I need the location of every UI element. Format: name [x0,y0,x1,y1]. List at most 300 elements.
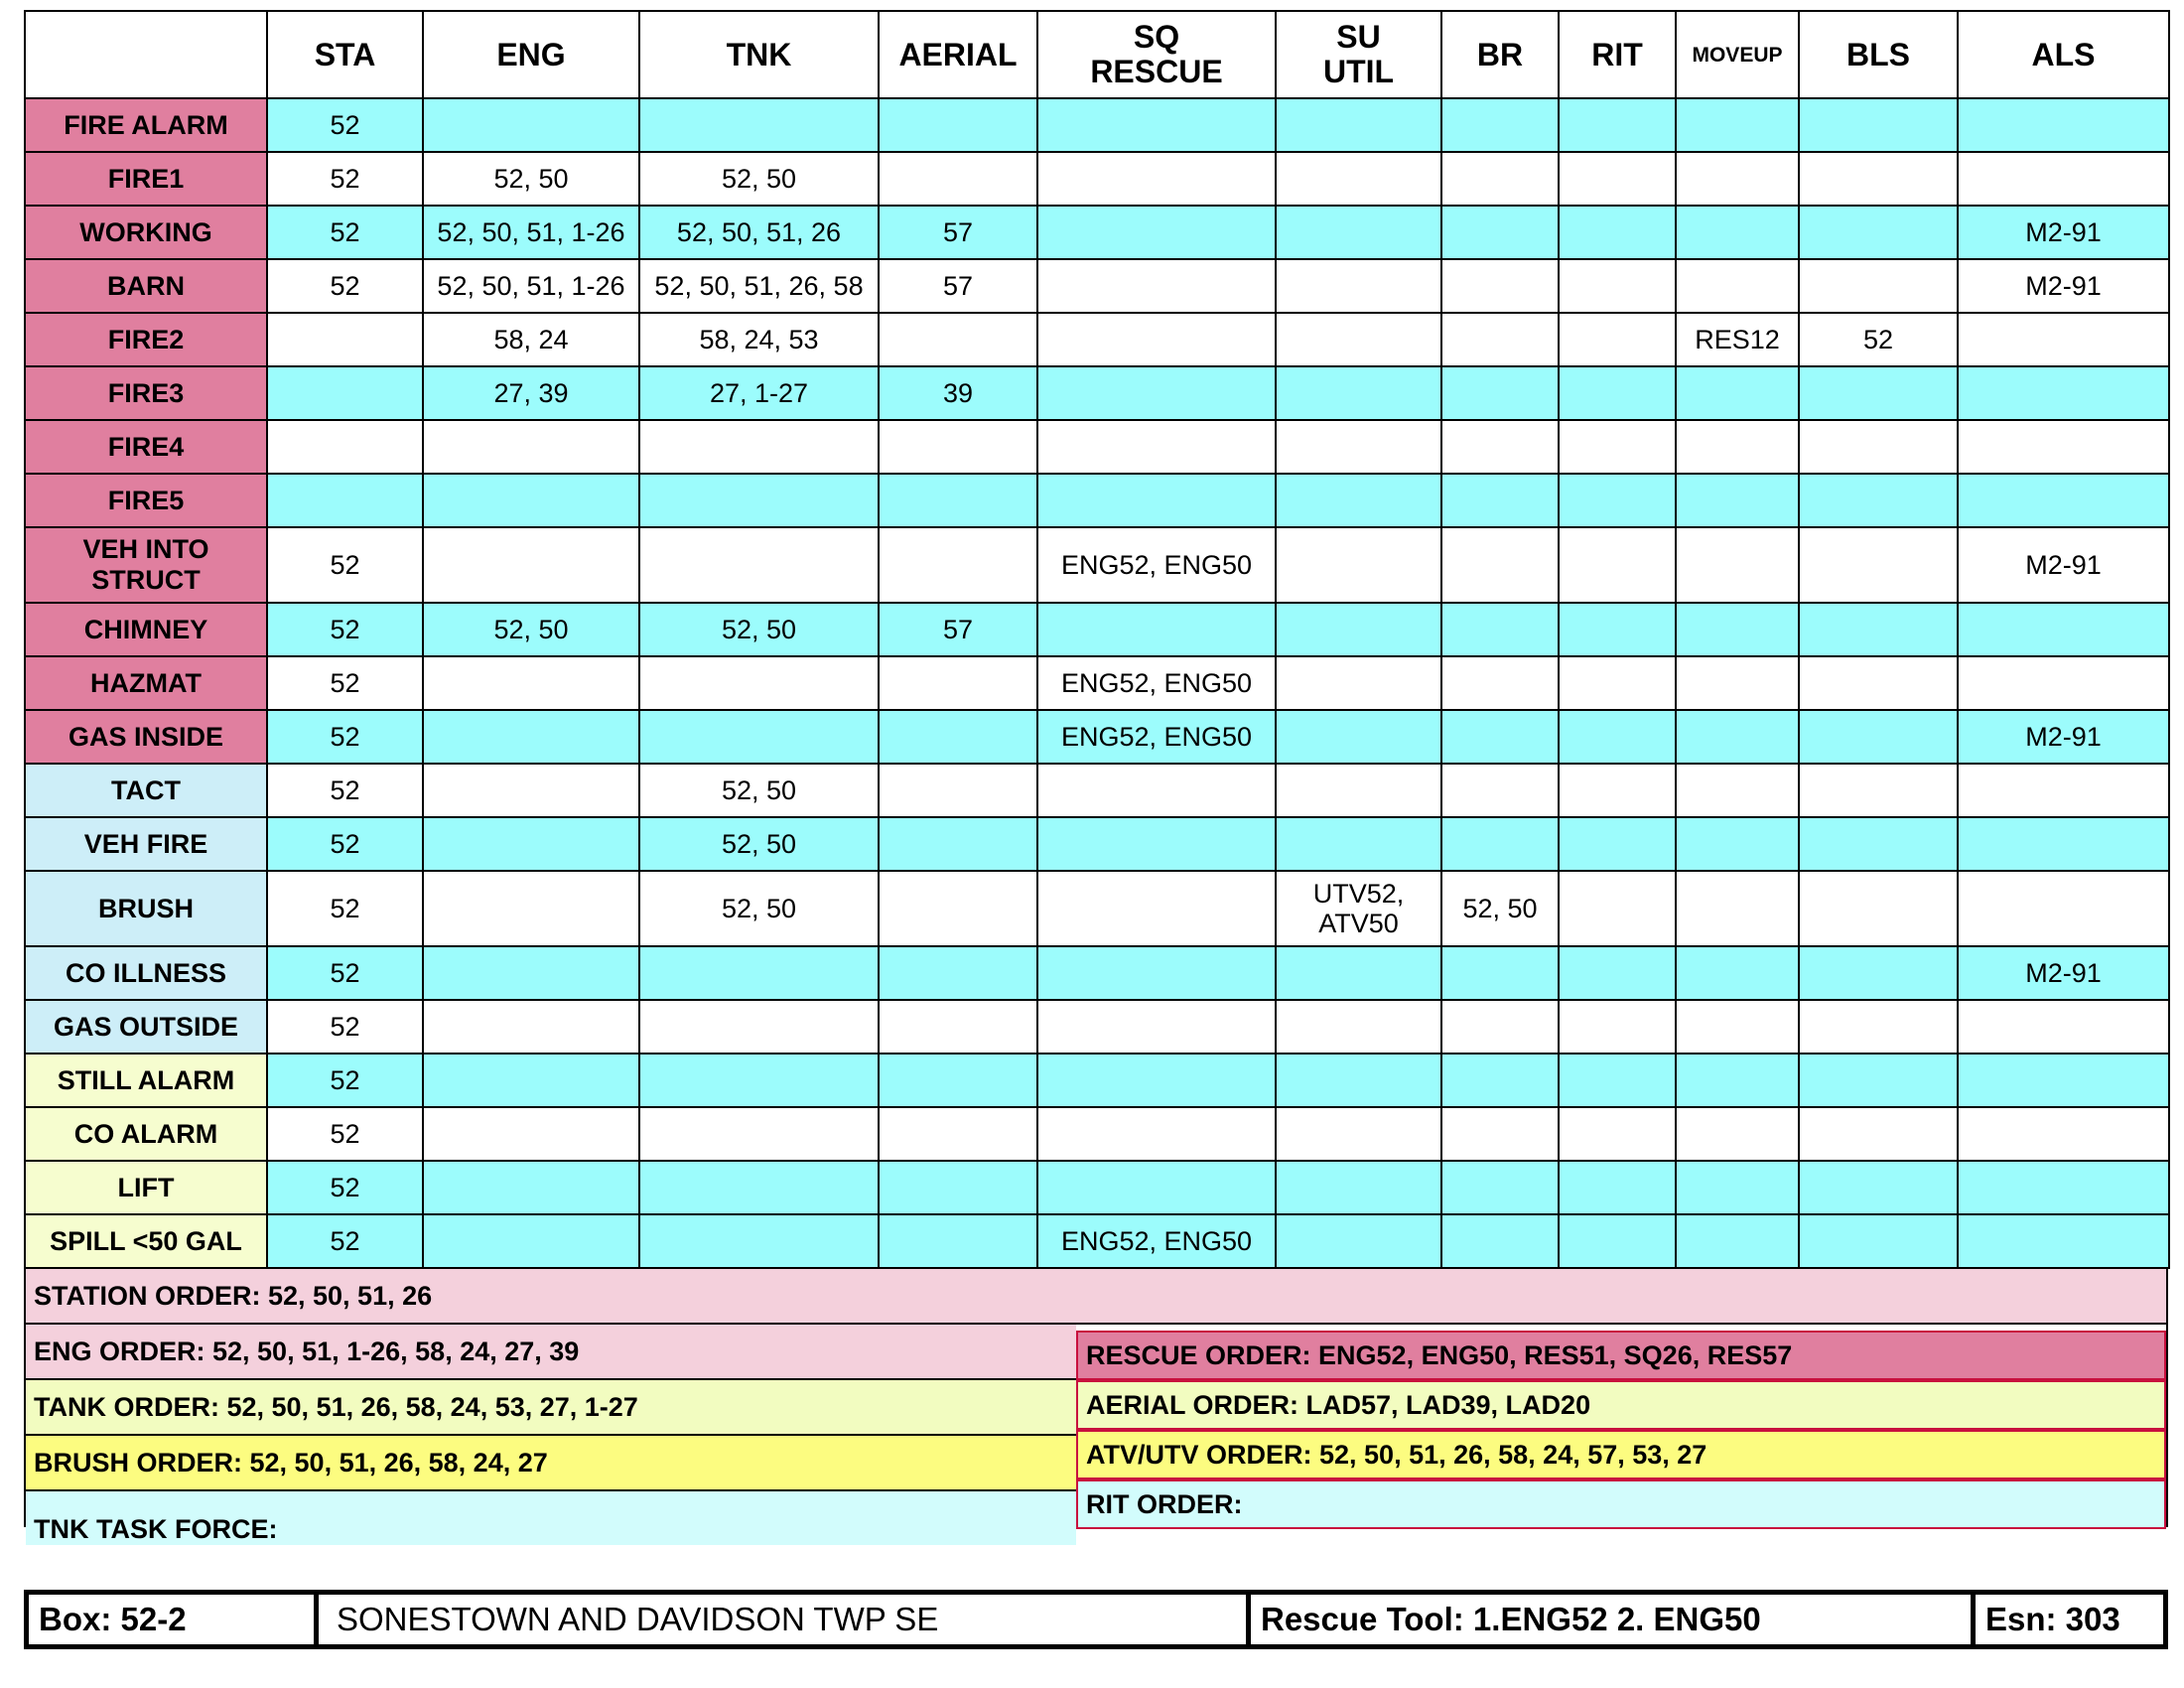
table-cell: 52, 50, 51, 26 [639,206,879,259]
column-header: MOVEUP [1676,11,1799,98]
table-row [25,946,2169,1000]
table-cell [1441,206,1559,259]
table-cell: 52, 50 [639,764,879,817]
table-cell: 52, 50 [639,871,879,946]
table-cell [879,1000,1037,1054]
table-cell [1676,420,1799,474]
table-cell [423,98,639,152]
table-cell: 52 [267,1107,423,1161]
box-number: Box: 52-2 [29,1595,319,1644]
table-cell [1559,152,1676,206]
table-cell [879,1107,1037,1161]
brush-order: BRUSH ORDER: 52, 50, 51, 26, 58, 24, 27 [26,1436,1076,1491]
row-label: GAS OUTSIDE [25,1000,267,1054]
table-cell [1958,474,2169,527]
table-cell: M2-91 [1958,527,2169,603]
table-cell [1276,1054,1441,1107]
table-cell [267,474,423,527]
table-cell [1958,817,2169,871]
run-card-table [24,10,2170,1269]
row-label: FIRE3 [25,366,267,420]
table-row [25,1214,2169,1268]
column-header: STA [267,11,423,98]
row-label: GAS INSIDE [25,710,267,764]
table-cell [639,420,879,474]
table-cell [639,527,879,603]
table-cell [1037,1161,1276,1214]
table-cell [1276,710,1441,764]
table-cell [879,871,1037,946]
table-cell [423,527,639,603]
table-cell [423,474,639,527]
table-cell [1799,603,1958,656]
table-cell [879,527,1037,603]
rescue-order: RESCUE ORDER: ENG52, ENG50, RES51, SQ26, RES57 [1076,1331,2166,1380]
table-cell: 52 [267,259,423,313]
table-cell [1276,206,1441,259]
table-cell: ENG52, ENG50 [1037,710,1276,764]
table-row [25,1000,2169,1054]
table-cell [1676,206,1799,259]
table-cell [879,656,1037,710]
table-cell: 52 [267,1161,423,1214]
table-cell [423,656,639,710]
table-cell [879,152,1037,206]
table-cell [1799,764,1958,817]
table-cell: 52, 50, 51, 1-26 [423,259,639,313]
table-cell [423,1161,639,1214]
table-cell [1276,527,1441,603]
table-cell [879,420,1037,474]
table-cell [1958,98,2169,152]
table-cell [1037,764,1276,817]
table-cell [879,1214,1037,1268]
table-cell [879,98,1037,152]
table-cell [1441,1000,1559,1054]
table-cell [1799,817,1958,871]
row-label: LIFT [25,1161,267,1214]
table-cell [1559,1054,1676,1107]
table-cell [1276,1214,1441,1268]
table-cell [1799,259,1958,313]
column-header: ALS [1958,11,2169,98]
table-cell [1958,366,2169,420]
table-cell [1037,206,1276,259]
table-cell [1037,313,1276,366]
table-cell [1037,259,1276,313]
esn-number: Esn: 303 [1985,1601,2120,1637]
table-cell: 57 [879,206,1037,259]
table-cell: 52 [267,527,423,603]
table-cell: UTV52, ATV50 [1276,871,1441,946]
table-row [25,710,2169,764]
table-row [25,603,2169,656]
table-cell [879,764,1037,817]
table-cell [1958,1107,2169,1161]
table-cell [1559,1107,1676,1161]
table-cell: 27, 1-27 [639,366,879,420]
rescue-tool: Rescue Tool: 1.ENG52 2. ENG50 [1251,1595,1976,1644]
row-label: FIRE2 [25,313,267,366]
row-label: STILL ALARM [25,1054,267,1107]
table-cell [1799,1107,1958,1161]
table-cell [1799,871,1958,946]
table-cell [639,656,879,710]
table-cell [1958,871,2169,946]
table-cell [423,946,639,1000]
table-cell [423,871,639,946]
table-cell [1441,152,1559,206]
tnk-task-force: TNK TASK FORCE: [26,1491,1076,1545]
table-cell [1559,1214,1676,1268]
table-cell [1799,474,1958,527]
column-header: RIT [1559,11,1676,98]
row-label: FIRE ALARM [25,98,267,152]
table-cell: 52, 50 [639,817,879,871]
column-header: ENG [423,11,639,98]
dispatch-orders [24,1269,2168,1544]
table-cell [879,817,1037,871]
incident-rows [25,98,2169,1268]
table-cell [1559,710,1676,764]
table-cell [1276,1161,1441,1214]
table-cell [639,1054,879,1107]
table-cell [1676,1000,1799,1054]
table-cell [1676,1161,1799,1214]
aerial-order: AERIAL ORDER: LAD57, LAD39, LAD20 [1076,1380,2166,1430]
table-cell [1037,366,1276,420]
table-cell [1559,871,1676,946]
table-cell [1676,656,1799,710]
table-cell [1799,946,1958,1000]
table-cell [1441,946,1559,1000]
table-cell [1799,1214,1958,1268]
table-cell: 52, 50 [423,603,639,656]
table-cell [1676,527,1799,603]
box-area: SONESTOWN AND DAVIDSON TWP SE [319,1595,1251,1644]
column-header: BLS [1799,11,1958,98]
table-cell [1441,603,1559,656]
table-cell: 57 [879,603,1037,656]
table-row [25,527,2169,603]
table-cell [1559,259,1676,313]
table-row [25,98,2169,152]
row-label: SPILL <50 GAL [25,1214,267,1268]
table-cell [879,946,1037,1000]
table-cell [1276,98,1441,152]
table-cell [1037,871,1276,946]
table-cell: 52 [267,603,423,656]
table-row [25,474,2169,527]
column-header: AERIAL [879,11,1037,98]
table-cell [1037,474,1276,527]
table-cell [423,1214,639,1268]
row-label: FIRE4 [25,420,267,474]
table-cell [1559,1161,1676,1214]
table-cell: 52 [267,1000,423,1054]
table-cell: 58, 24 [423,313,639,366]
table-cell [1676,1214,1799,1268]
table-cell: M2-91 [1958,206,2169,259]
table-cell [1559,420,1676,474]
table-cell [639,1214,879,1268]
table-cell [1958,603,2169,656]
table-cell [1037,420,1276,474]
table-cell [1441,1107,1559,1161]
table-cell [1799,98,1958,152]
table-row [25,420,2169,474]
table-cell: 52, 50 [1441,871,1559,946]
table-cell [1276,313,1441,366]
table-cell [1037,1054,1276,1107]
table-cell [1559,98,1676,152]
table-cell: M2-91 [1958,259,2169,313]
table-cell [1958,1054,2169,1107]
table-cell [1276,817,1441,871]
table-cell [1676,98,1799,152]
table-cell [1441,710,1559,764]
table-cell: 52 [267,817,423,871]
table-cell: 52 [1799,313,1958,366]
table-cell [1676,946,1799,1000]
table-cell [1799,420,1958,474]
table-cell [879,474,1037,527]
table-row [25,1107,2169,1161]
table-cell [1958,420,2169,474]
table-cell: 52 [267,206,423,259]
table-cell [639,474,879,527]
table-cell: ENG52, ENG50 [1037,656,1276,710]
table-cell [1276,474,1441,527]
table-cell: 52 [267,656,423,710]
table-cell [1441,366,1559,420]
table-cell: 52, 50 [639,152,879,206]
table-cell: 27, 39 [423,366,639,420]
table-cell: 52, 50 [423,152,639,206]
table-cell [1276,946,1441,1000]
table-cell: 39 [879,366,1037,420]
table-cell [879,1161,1037,1214]
table-cell [639,1107,879,1161]
table-cell [639,1161,879,1214]
table-row [25,817,2169,871]
table-cell [1676,1107,1799,1161]
table-cell [423,1000,639,1054]
table-cell [267,313,423,366]
table-cell [639,1000,879,1054]
row-label: FIRE5 [25,474,267,527]
atv-utv-order: ATV/UTV ORDER: 52, 50, 51, 26, 58, 24, 57, 53, 27 [1076,1430,2166,1479]
table-cell [1441,764,1559,817]
table-cell [1559,527,1676,603]
table-row [25,366,2169,420]
table-cell [1799,1054,1958,1107]
row-label: VEH INTO STRUCT [25,527,267,603]
table-cell: 52 [267,710,423,764]
table-cell [1559,656,1676,710]
table-row [25,206,2169,259]
table-cell [1958,313,2169,366]
column-header: SU UTIL [1276,11,1441,98]
table-cell [1441,1214,1559,1268]
row-label: CO ALARM [25,1107,267,1161]
column-header: BR [1441,11,1559,98]
table-row [25,871,2169,946]
table-cell [1441,474,1559,527]
table-cell [423,1054,639,1107]
table-cell: 52, 50, 51, 1-26 [423,206,639,259]
table-cell [1559,817,1676,871]
table-cell [1676,817,1799,871]
table-cell [423,764,639,817]
table-cell [1441,817,1559,871]
row-label: BARN [25,259,267,313]
table-cell: 52, 50 [639,603,879,656]
table-cell: 52 [267,946,423,1000]
table-cell [1559,366,1676,420]
table-cell [1799,366,1958,420]
table-cell [1037,817,1276,871]
table-cell [1276,420,1441,474]
table-cell [1958,1161,2169,1214]
table-row [25,656,2169,710]
table-cell [1276,764,1441,817]
table-cell [1559,313,1676,366]
table-cell: 52 [267,1054,423,1107]
table-cell [1958,656,2169,710]
table-cell: ENG52, ENG50 [1037,527,1276,603]
table-cell [639,946,879,1000]
table-cell: M2-91 [1958,946,2169,1000]
table-cell [267,366,423,420]
table-cell [1676,1054,1799,1107]
table-row [25,152,2169,206]
table-cell [1676,603,1799,656]
table-cell: 52 [267,871,423,946]
table-cell [1276,152,1441,206]
table-cell [879,710,1037,764]
row-label: CO ILLNESS [25,946,267,1000]
table-cell [1276,1000,1441,1054]
table-cell: ENG52, ENG50 [1037,1214,1276,1268]
table-cell [1676,366,1799,420]
table-row [25,259,2169,313]
table-cell [1276,656,1441,710]
run-card-sheet [24,10,2168,1544]
table-cell [639,98,879,152]
table-cell [1037,603,1276,656]
table-cell [423,710,639,764]
table-cell [423,420,639,474]
table-cell [1676,259,1799,313]
table-cell [1676,764,1799,817]
table-cell [1441,259,1559,313]
table-cell [879,1054,1037,1107]
table-cell [1037,1000,1276,1054]
table-cell [1799,710,1958,764]
table-cell [1676,152,1799,206]
table-cell [1441,313,1559,366]
corner-header [25,11,267,98]
table-cell [1799,206,1958,259]
table-cell [879,313,1037,366]
table-cell [1559,1000,1676,1054]
table-cell [1958,1214,2169,1268]
table-cell [1559,603,1676,656]
table-cell: RES12 [1676,313,1799,366]
table-cell [423,1107,639,1161]
table-row [25,1161,2169,1214]
eng-order: ENG ORDER: 52, 50, 51, 1-26, 58, 24, 27, 39 [26,1325,1076,1380]
table-cell [1799,1161,1958,1214]
table-cell [1559,474,1676,527]
table-cell [1441,1054,1559,1107]
tank-order: TANK ORDER: 52, 50, 51, 26, 58, 24, 53, 27, 1-27 [26,1380,1076,1436]
table-cell: M2-91 [1958,710,2169,764]
table-cell [1958,152,2169,206]
table-row [25,313,2169,366]
table-cell [1799,1000,1958,1054]
table-cell [1676,871,1799,946]
table-cell [1559,206,1676,259]
column-header-row [25,11,2169,98]
station-order: STATION ORDER: 52, 50, 51, 26 [26,1269,2166,1325]
table-cell [1276,259,1441,313]
table-cell [1676,474,1799,527]
table-cell [423,817,639,871]
row-label: HAZMAT [25,656,267,710]
table-cell [1799,656,1958,710]
table-cell [1276,366,1441,420]
box-footer [24,1590,2168,1649]
table-cell [1276,603,1441,656]
table-cell [1037,152,1276,206]
column-header: SQ RESCUE [1037,11,1276,98]
table-cell: 57 [879,259,1037,313]
table-cell [1441,656,1559,710]
table-cell [1441,527,1559,603]
table-cell: 52 [267,1214,423,1268]
row-label: CHIMNEY [25,603,267,656]
table-cell: 52 [267,98,423,152]
table-cell [1037,98,1276,152]
table-cell: 52 [267,764,423,817]
table-cell [1037,946,1276,1000]
row-label: BRUSH [25,871,267,946]
table-row [25,764,2169,817]
table-row [25,1054,2169,1107]
table-cell [1958,764,2169,817]
table-cell [1676,710,1799,764]
table-cell [1441,1161,1559,1214]
table-cell [1559,946,1676,1000]
table-cell: 52, 50, 51, 26, 58 [639,259,879,313]
table-cell [1799,527,1958,603]
table-cell: 52 [267,152,423,206]
table-cell [1799,152,1958,206]
table-cell [1559,764,1676,817]
table-cell [1276,1107,1441,1161]
row-label: FIRE1 [25,152,267,206]
table-cell [1037,1107,1276,1161]
table-cell [639,710,879,764]
table-cell [1441,420,1559,474]
column-header: TNK [639,11,879,98]
row-label: WORKING [25,206,267,259]
rit-order: RIT ORDER: [1076,1479,2166,1529]
row-label: TACT [25,764,267,817]
table-cell [267,420,423,474]
